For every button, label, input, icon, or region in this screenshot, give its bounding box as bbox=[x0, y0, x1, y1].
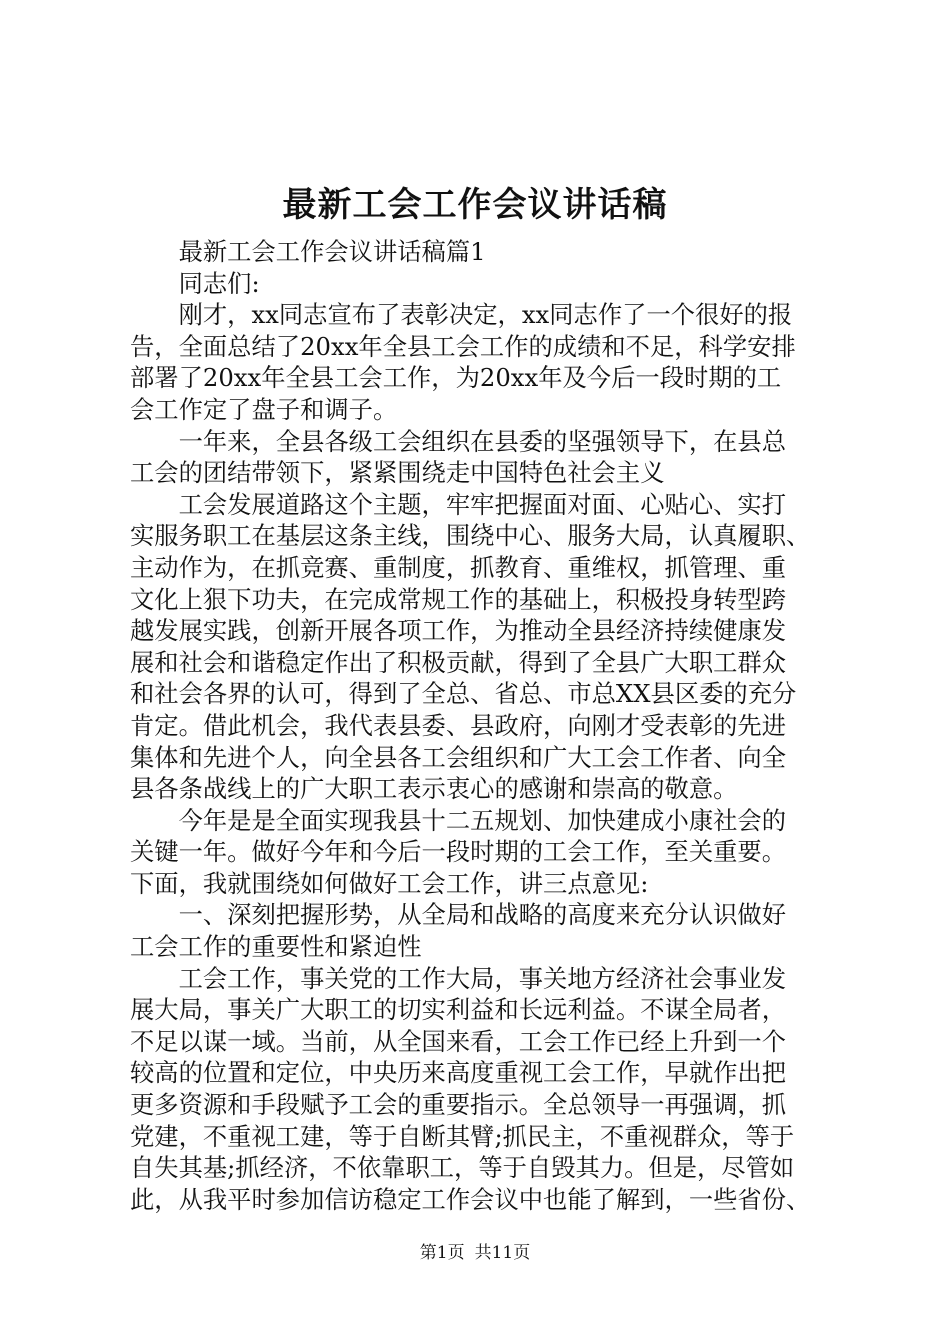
text-line: 实服务职工在基层这条主线，围绕中心、服务大局，认真履职、 bbox=[130, 521, 811, 551]
text-line: 文化上狠下功夫，在完成常规工作的基础上，积极投身转型跨 bbox=[130, 584, 787, 614]
text-line: 刚才，xx同志宣布了表彰决定，xx同志作了一个很好的报 bbox=[130, 300, 793, 330]
text-line: 工会发展道路这个主题，牢牢把握面对面、心贴心、实打 bbox=[130, 489, 787, 519]
text-line: 肯定。借此机会，我代表县委、县政府，向刚才受表彰的先进 bbox=[130, 710, 787, 740]
page-total: 共11页 bbox=[474, 1243, 531, 1263]
text-line: 此，从我平时参加信访稳定工作会议中也能了解到，一些省份、 bbox=[130, 1184, 811, 1214]
text-line: 部署了20xx年全县工会工作，为20xx年及今后一段时期的工 bbox=[130, 363, 782, 393]
text-line: 一、深刻把握形势，从全局和战略的高度来充分认识做好 bbox=[130, 900, 787, 930]
text-line: 县各条战线上的广大职工表示衷心的感谢和崇高的敬意。 bbox=[130, 774, 738, 804]
text-line: 告，全面总结了20xx年全县工会工作的成绩和不足，科学安排 bbox=[130, 331, 796, 361]
text-line: 今年是是全面实现我县十二五规划、加快建成小康社会的 bbox=[130, 805, 787, 835]
text-line: 自失其基;抓经济，不依靠职工，等于自毁其力。但是，尽管如 bbox=[130, 1153, 795, 1183]
text-line: 关键一年。做好今年和今后一段时期的工会工作，至关重要。 bbox=[130, 837, 787, 867]
text-line: 集体和先进个人，向全县各工会组织和广大工会工作者、向全 bbox=[130, 742, 787, 772]
text-line: 不足以谋一域。当前，从全国来看，工会工作已经上升到一个 bbox=[130, 1026, 787, 1056]
document-body bbox=[130, 236, 830, 1215]
text-line: 工会工作的重要性和紧迫性 bbox=[130, 932, 422, 962]
text-line: 越发展实践，创新开展各项工作，为推动全县经济持续健康发 bbox=[130, 616, 787, 646]
text-line: 更多资源和手段赋予工会的重要指示。全总领导一再强调，抓 bbox=[130, 1090, 787, 1120]
text-line: 较高的位置和定位，中央历来高度重视工会工作，早就作出把 bbox=[130, 1058, 787, 1088]
text-line: 展和社会和谐稳定作出了积极贡献，得到了全县广大职工群众 bbox=[130, 647, 787, 677]
text-line: 会工作定了盘子和调子。 bbox=[130, 394, 398, 424]
page-footer bbox=[0, 1242, 950, 1264]
text-line: 下面，我就围绕如何做好工会工作，讲三点意见: bbox=[130, 868, 649, 898]
text-line: 最新工会工作会议讲话稿篇1 bbox=[130, 237, 486, 266]
text-line: 和社会各界的认可，得到了全总、省总、市总XX县区委的充分 bbox=[130, 679, 797, 709]
text-line: 工会工作，事关党的工作大局，事关地方经济社会事业发 bbox=[130, 963, 787, 993]
text-line: 工会的团结带领下，紧紧围绕走中国特色社会主义 bbox=[130, 458, 665, 488]
text-line: 展大局，事关广大职工的切实利益和长远利益。不谋全局者， bbox=[130, 995, 787, 1025]
page-number: 第1页 bbox=[419, 1243, 465, 1263]
text-line: 主动作为，在抓竞赛、重制度，抓教育、重维权，抓管理、重 bbox=[130, 552, 787, 582]
document-title: 最新工会工作会议讲话稿 bbox=[282, 185, 668, 225]
text-line: 党建，不重视工建，等于自断其臂;抓民主，不重视群众，等于 bbox=[130, 1121, 795, 1151]
text-line: 一年来，全县各级工会组织在县委的坚强领导下，在县总 bbox=[130, 426, 787, 456]
text-line: 同志们: bbox=[130, 268, 260, 298]
